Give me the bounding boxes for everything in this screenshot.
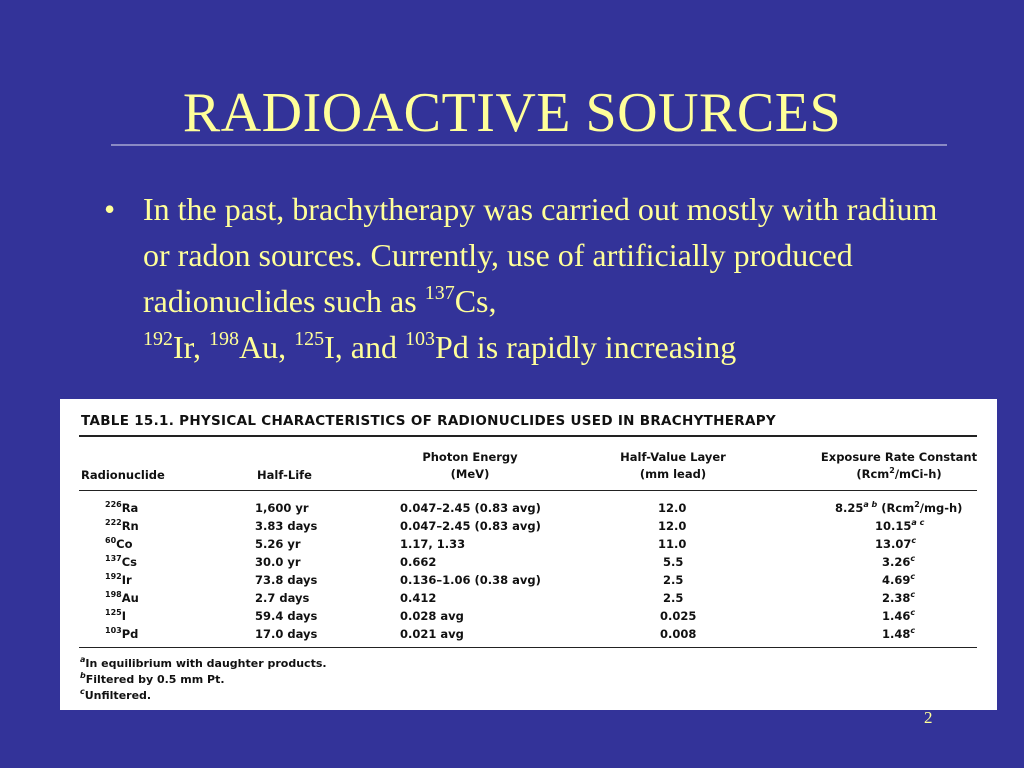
- exposure-value: 13.07: [875, 537, 912, 551]
- header-exposure-line2: [815, 466, 983, 483]
- table-caption: TABLE 15.1. PHYSICAL CHARACTERISTICS OF RADIONUCLIDES USED IN BRACHYTHERAPY: [81, 413, 777, 429]
- table-top-rule: [79, 435, 977, 437]
- footnote-mark: a c: [911, 518, 925, 527]
- mass-number: 198: [209, 328, 240, 350]
- mass-number: 125: [294, 328, 325, 350]
- element-symbol: Ra: [121, 501, 139, 515]
- mass-number: 137: [424, 282, 455, 304]
- header-half-life: Half-Life: [257, 468, 312, 482]
- cell-radionuclide: [105, 535, 132, 553]
- cell-hvl: 0.008: [660, 627, 697, 641]
- footnote-mark: c: [910, 572, 916, 581]
- bullet-text-segment: Pd is rapidly increasing: [435, 329, 737, 365]
- exposure-value: 8.25: [835, 501, 864, 515]
- cell-exposure-constant: [882, 607, 915, 625]
- table-bottom-rule: [79, 647, 977, 648]
- mass-number: 192: [143, 328, 173, 350]
- radionuclide-table: [60, 399, 997, 710]
- cell-photon-energy: 0.136–1.06 (0.38 avg): [400, 573, 541, 587]
- footnote-text: Filtered by 0.5 mm Pt.: [85, 673, 225, 686]
- mass-number: 60: [105, 536, 117, 545]
- header-exposure-unit-post: /mCi-h): [894, 467, 942, 481]
- header-photon-energy-line1: Photon Energy: [422, 450, 518, 464]
- cell-radionuclide: [105, 517, 139, 535]
- cell-photon-energy: 0.662: [400, 555, 437, 569]
- element-symbol: Co: [116, 537, 133, 551]
- cell-photon-energy: 0.021 avg: [400, 627, 464, 641]
- cell-hvl: 5.5: [663, 555, 684, 569]
- header-radionuclide: Radionuclide: [81, 468, 165, 482]
- page-number: 2: [924, 708, 933, 727]
- element-symbol: Ir: [121, 573, 132, 587]
- cell-photon-energy: 0.047–2.45 (0.83 avg): [400, 519, 541, 533]
- footnote: [80, 673, 225, 686]
- exposure-value: 4.69: [882, 573, 911, 587]
- cell-photon-energy: 0.412: [400, 591, 437, 605]
- title-underline: [111, 144, 947, 146]
- cell-hvl: 2.5: [663, 591, 684, 605]
- cell-photon-energy: 1.17, 1.33: [400, 537, 466, 551]
- header-exposure-line1: Exposure Rate Constant: [820, 450, 978, 464]
- footnote-mark: c: [80, 687, 85, 696]
- header-exposure-rate: [815, 449, 983, 483]
- exposure-unit-sup: 2: [914, 500, 920, 509]
- bullet-text-segment: Ir,: [173, 329, 210, 365]
- element-symbol: Pd: [121, 627, 139, 641]
- cell-photon-energy: 0.047–2.45 (0.83 avg): [400, 501, 541, 515]
- header-exposure-unit: (Rcm: [856, 467, 890, 481]
- footnote: [80, 689, 151, 702]
- header-exposure-unit-sup: 2: [889, 466, 895, 475]
- cell-exposure-constant: [882, 589, 915, 607]
- cell-exposure-constant: [882, 553, 915, 571]
- exposure-value: 1.48: [882, 627, 911, 641]
- footnote: [80, 657, 327, 670]
- table-header-rule: [79, 490, 977, 491]
- exposure-value: 10.15: [875, 519, 912, 533]
- element-symbol: Rn: [121, 519, 139, 533]
- mass-number: 226: [105, 500, 122, 509]
- cell-half-life: 2.7 days: [255, 591, 310, 605]
- footnote-mark: b: [80, 671, 86, 680]
- exposure-unit: (Rcm: [877, 501, 915, 515]
- footnote-mark: a: [80, 655, 86, 664]
- cell-exposure-constant: [875, 535, 916, 553]
- cell-exposure-constant: [882, 625, 915, 643]
- footnote-mark: c: [910, 554, 916, 563]
- footnote-mark: c: [910, 608, 916, 617]
- footnote-mark: c: [910, 590, 916, 599]
- cell-radionuclide: [105, 589, 139, 607]
- cell-radionuclide: [105, 607, 126, 625]
- slide-title: RADIOACTIVE SOURCES: [182, 82, 842, 144]
- element-symbol: I: [121, 609, 126, 623]
- cell-exposure-constant: [882, 571, 915, 589]
- cell-half-life: 73.8 days: [255, 573, 318, 587]
- cell-radionuclide: [105, 499, 138, 517]
- header-hvl-line2: (mm lead): [639, 467, 707, 481]
- cell-radionuclide: [105, 553, 137, 571]
- footnote-mark: c: [911, 536, 917, 545]
- cell-half-life: 1,600 yr: [255, 501, 309, 515]
- footnote-mark: c: [910, 626, 916, 635]
- cell-half-life: 59.4 days: [255, 609, 318, 623]
- header-hvl-line1: Half-Value Layer: [620, 450, 726, 464]
- cell-radionuclide: [105, 571, 132, 589]
- cell-photon-energy: 0.028 avg: [400, 609, 464, 623]
- header-photon-energy: [420, 449, 520, 483]
- element-symbol: Au: [121, 591, 139, 605]
- cell-hvl: 0.025: [660, 609, 697, 623]
- cell-exposure-constant: [835, 499, 962, 517]
- exposure-value: 2.38: [882, 591, 911, 605]
- header-photon-energy-line2: (MeV): [450, 467, 490, 481]
- cell-half-life: 30.0 yr: [255, 555, 301, 569]
- cell-exposure-constant: [875, 517, 924, 535]
- bullet-text: [143, 186, 943, 370]
- cell-hvl: 12.0: [658, 519, 687, 533]
- cell-hvl: 2.5: [663, 573, 684, 587]
- cell-half-life: 17.0 days: [255, 627, 318, 641]
- element-symbol: Cs: [121, 555, 137, 569]
- mass-number: 222: [105, 518, 122, 527]
- cell-half-life: 5.26 yr: [255, 537, 301, 551]
- mass-number: 103: [105, 626, 122, 635]
- header-half-value-layer: [617, 449, 729, 483]
- footnote-text: In equilibrium with daughter products.: [85, 657, 327, 670]
- mass-number: 192: [105, 572, 122, 581]
- mass-number: 125: [105, 608, 122, 617]
- bullet-text-segment: Au,: [239, 329, 295, 365]
- footnote-text: Unfiltered.: [84, 689, 152, 702]
- cell-half-life: 3.83 days: [255, 519, 318, 533]
- cell-hvl: 12.0: [658, 501, 687, 515]
- bullet-text-segment: In the past, brachytherapy was carried out mostly with radium or radon sources. Currently, use of artificially produced radionuclides such as: [143, 191, 938, 319]
- bullet-text-segment: I, and: [324, 329, 405, 365]
- bullet-icon: •: [104, 191, 116, 227]
- exposure-value: 1.46: [882, 609, 911, 623]
- bullet-text-segment: Cs,: [454, 283, 497, 319]
- mass-number: 137: [105, 554, 122, 563]
- mass-number: 198: [105, 590, 122, 599]
- footnote-mark: a b: [863, 500, 878, 509]
- mass-number: 103: [405, 328, 435, 350]
- exposure-value: 3.26: [882, 555, 911, 569]
- cell-radionuclide: [105, 625, 138, 643]
- exposure-unit-post: /mg-h): [919, 501, 963, 515]
- cell-hvl: 11.0: [658, 537, 687, 551]
